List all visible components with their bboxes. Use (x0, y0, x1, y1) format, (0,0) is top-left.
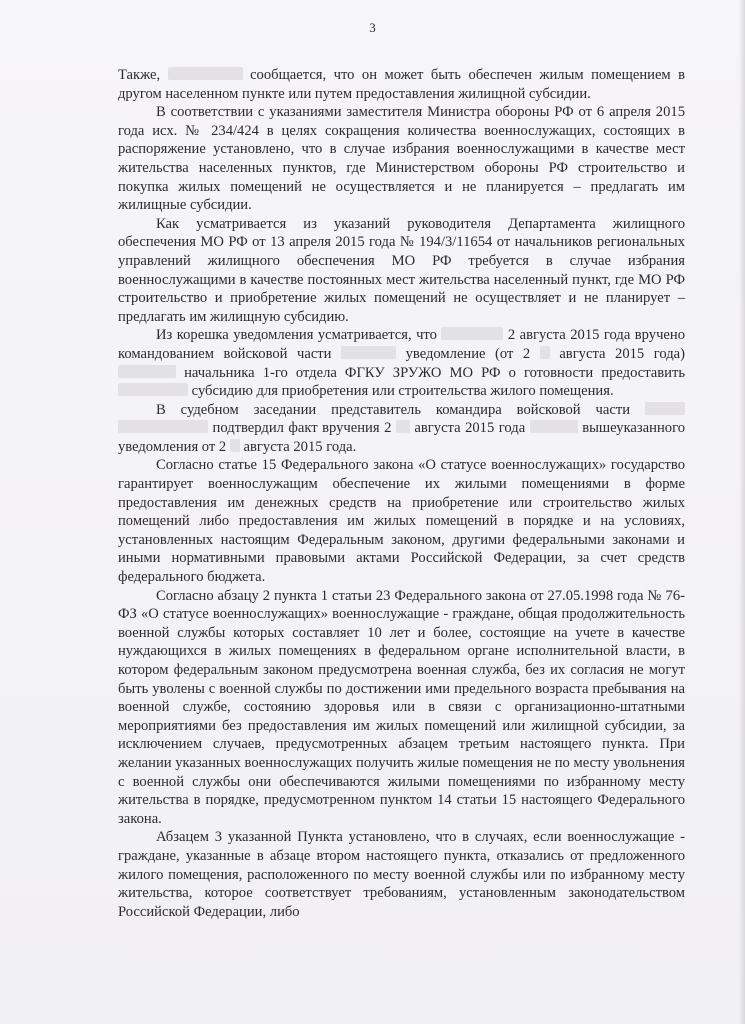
paragraph-4: Из корешка уведомления усматривается, что 2 августа 2015 года вручено командованием войсковой части уведомление (от 2 августа 2015 года) начальника 1-го отдела ФГКУ ЗРУЖО МО РФ о готовности предоставить субсидию для приобретения или строительства жилого помещения. (118, 327, 686, 400)
redaction (540, 346, 550, 359)
redaction (530, 420, 578, 433)
redaction (118, 365, 176, 378)
redaction (118, 383, 188, 396)
paragraph-1: Также, сообщается, что он может быть обеспечен жилым помещением в другом населенном пункте или путем предоставления жилищной субсидии. (118, 67, 685, 102)
paragraph-6: Согласно статье 15 Федерального закона «О статусе военнослужащих» государство гарантирует военнослужащим обеспечение их жилыми помещениями в форме предоставления им денежных средств на приобретение или строительство жилых помещений либо предоставления им жилых помещений в порядке и на условиях, установленных настоящим Федеральным законом, другими федеральными законами и иными нормативными правовыми актами Российской Федерации, за счет средств федерального бюджета. (118, 457, 685, 586)
paragraph-2: В соответствии с указаниями заместителя Министра обороны РФ от 6 апреля 2015 года исх. № 234/424 в целях сокращения количества военнослужащих, состоящих в распоряжение установлено, что в случае избрания военнослужащими в качестве мест жительства населенных пунктов, где Министерством обороны РФ строительство и покупка жилых помещений не осуществляется и не планируется – предлагать им жилищные субсидии. (118, 104, 685, 214)
paragraph-3: Как усматривается из указаний руководителя Департамента жилищного обеспечения МО РФ от 13 апреля 2015 года № 194/3/11654 от начальников региональных управлений жилищного обеспечения МО РФ требуется в случае избрания военнослужащими в качестве постоянных мест жительства населенный пункт, где МО РФ строительство и приобретение жилых помещений не осуществляет и не планирует – предлагать им жилищную субсидию. (118, 215, 685, 325)
document-body (118, 66, 685, 921)
redaction (645, 402, 685, 415)
scan-edge-shadow (739, 0, 745, 1024)
redaction (441, 327, 503, 340)
paragraph-8: Абзацем 3 указанной Пункта установлено, что в случаях, если военнослужащие - граждане, указанные в абзаце втором настоящего пункта, отказались от предложенного жилого помещения, расположенного по месту военной службы или по избранному месту жительства, которое соответствует требованиям, установленным законодательством Российской Федерации, либо (118, 829, 685, 920)
redaction (118, 420, 208, 433)
paragraph-7: Согласно абзацу 2 пункта 1 статьи 23 Федерального закона от 27.05.1998 года № 76-ФЗ «О статусе военнослужащих» военнослужащие - граждане, общая продолжительность военной службы которых составляет 10 лет и более, состоящие на учете в качестве нуждающихся в жилых помещениях в федеральном органе исполнительной власти, в котором федеральным законом предусмотрена военная служба, без их согласия не могут быть уволены с военной службы по достижении ими предельного возраста пребывания на военной службе, состоянию здоровья или в связи с организационно-штатными мероприятиями без предоставления им жилых помещений или жилищной субсидии, за исключением случаев, предусмотренных абзацем третьим настоящего пункта. При желании указанных военнослужащих получить жилые помещения не по месту увольнения с военной службы они обеспечиваются жилыми помещениями по избранному месту жительства в порядке, предусмотренном пунктом 14 статьи 15 настоящего Федерального закона. (118, 587, 685, 827)
redaction (341, 346, 396, 359)
paragraph-5: В судебном заседании представитель командира войсковой части подтвердил факт вручения 2 августа 2015 года вышеуказанного уведомления от 2 августа 2015 года. (118, 401, 685, 455)
redaction (396, 420, 410, 433)
redaction (230, 439, 240, 452)
redaction (168, 67, 243, 80)
page-number: 3 (369, 20, 376, 35)
